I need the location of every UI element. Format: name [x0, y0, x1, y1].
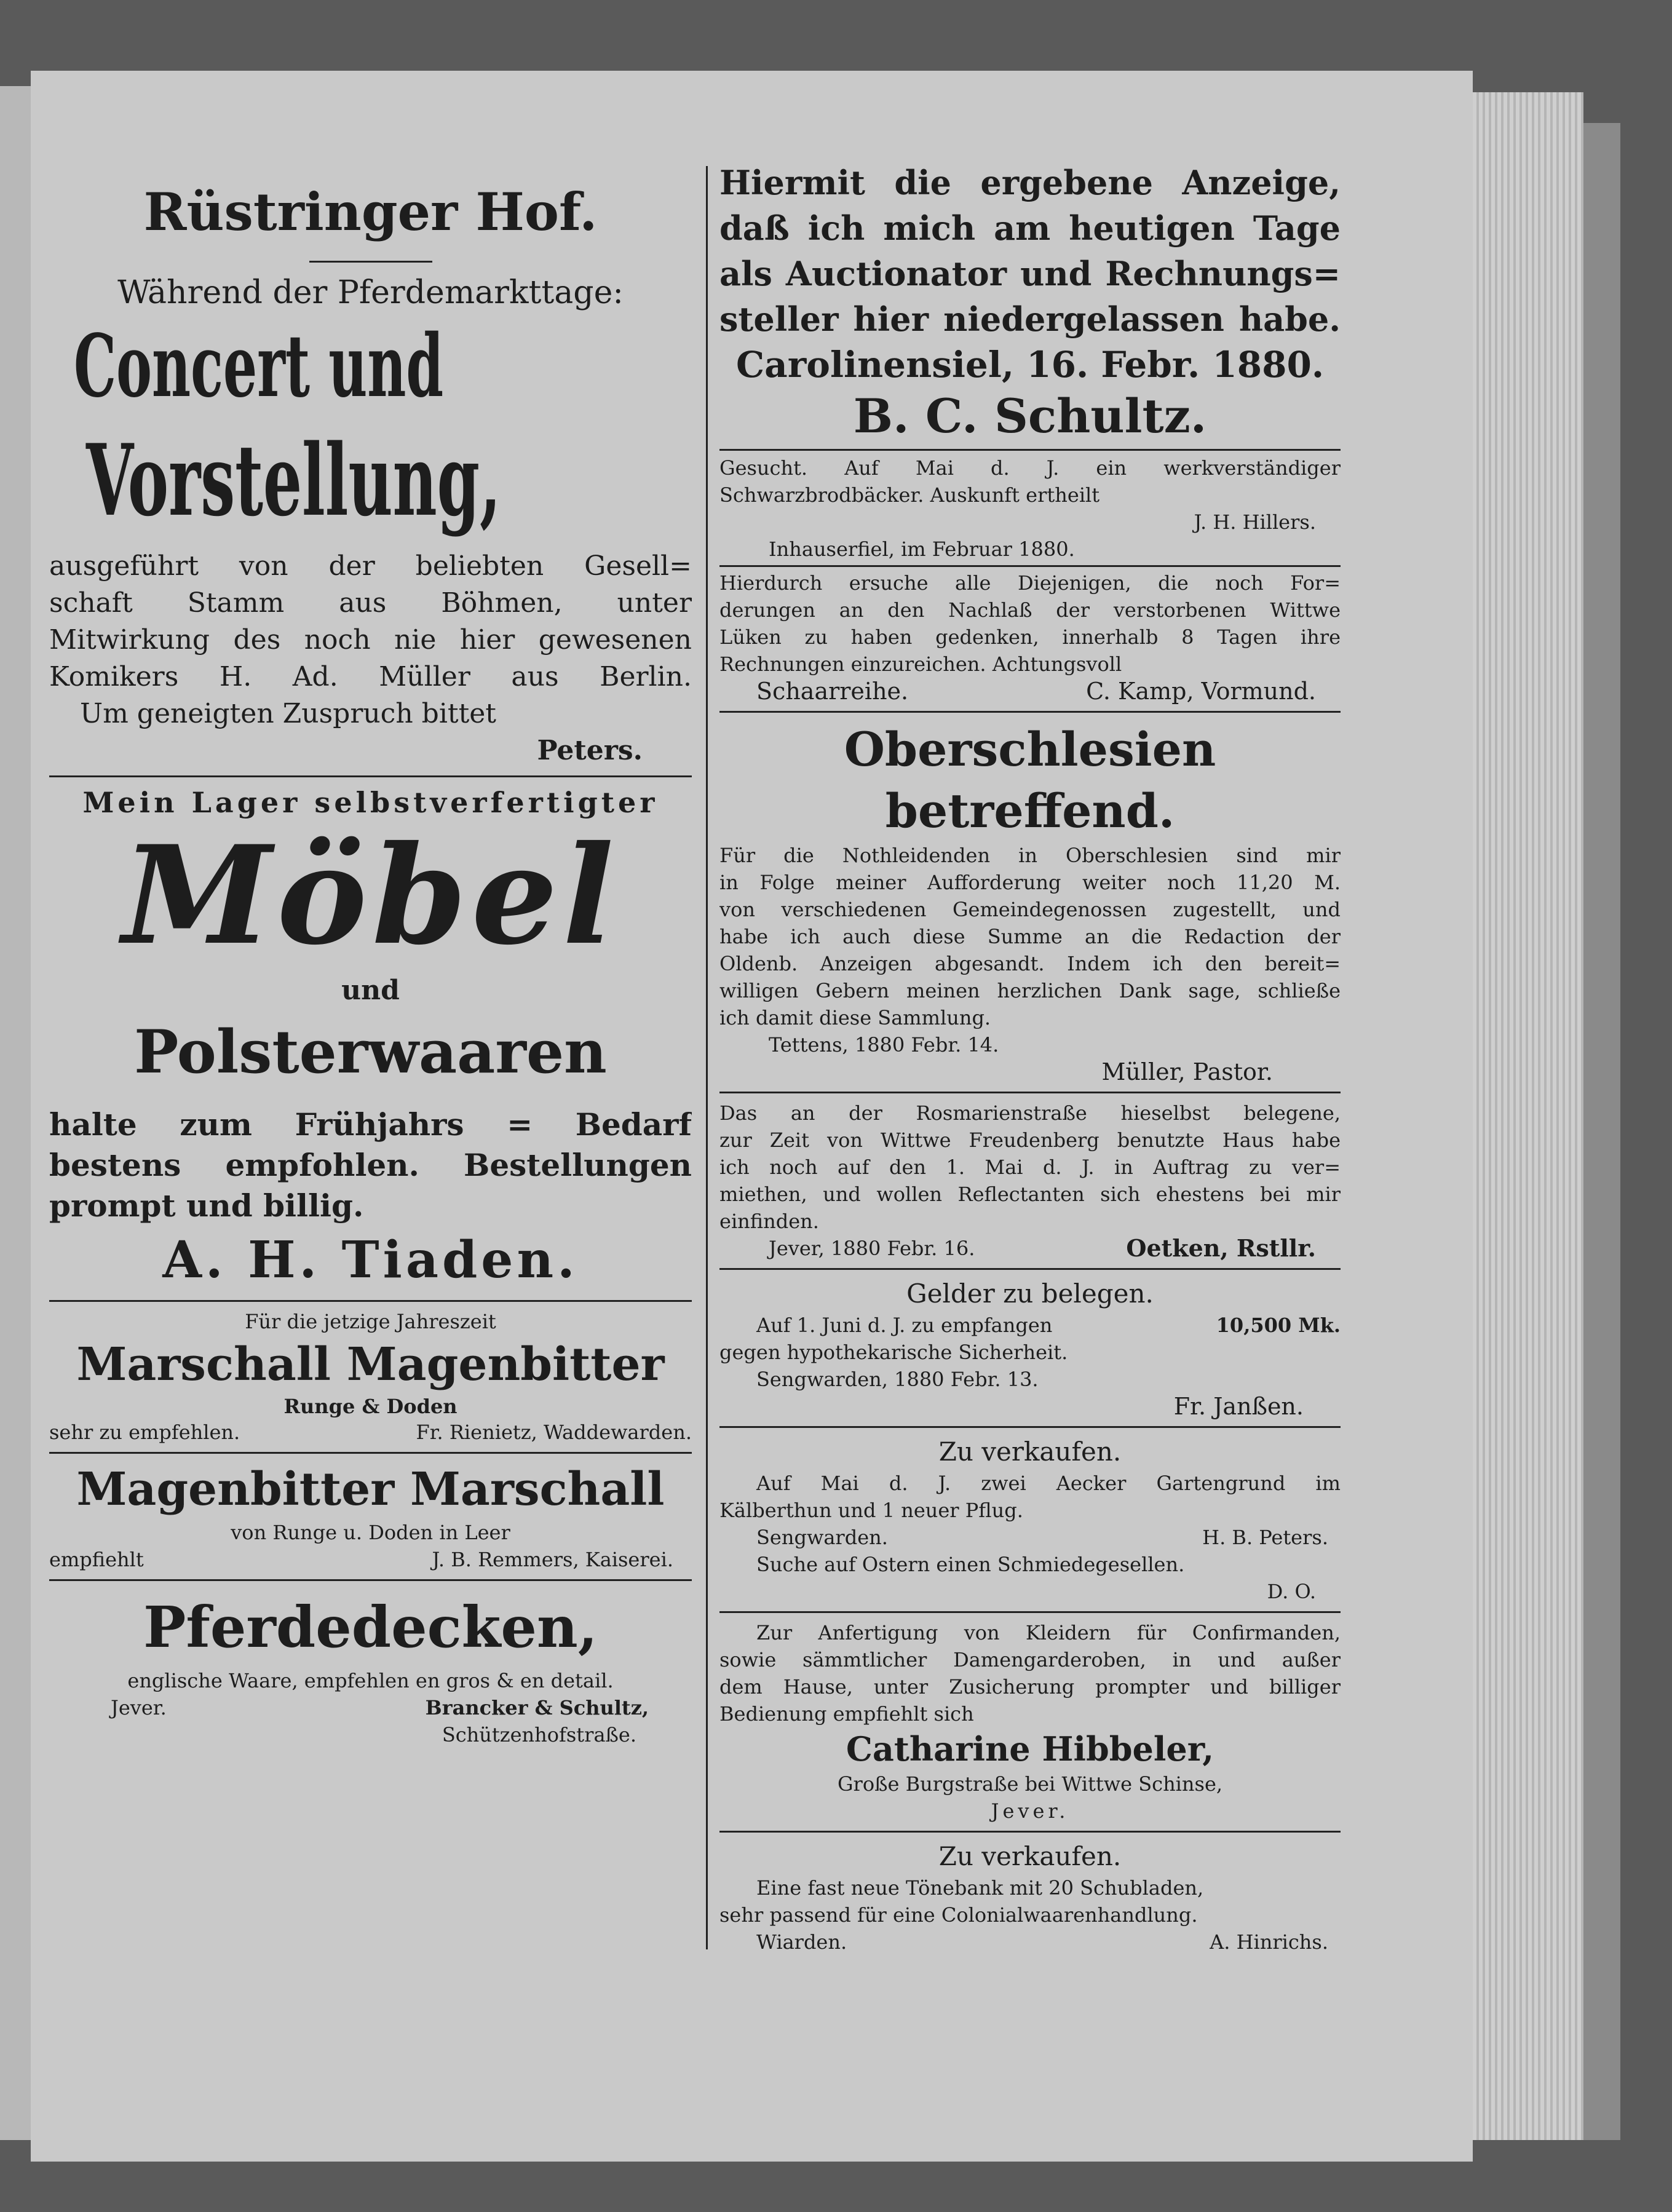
ad-text-line: Mitwirkung des noch nie hier gewesenen: [49, 624, 692, 656]
ad-signature: A. H. Tiaden.: [162, 1231, 579, 1290]
ad-headline: Concert und: [74, 316, 444, 417]
ad-place: Wiarden.: [756, 1930, 847, 1954]
section-rule: [719, 711, 1341, 713]
ad-text: empfiehlt: [49, 1548, 144, 1571]
ad-signature: B. C. Schultz.: [853, 389, 1207, 443]
ad-text-line: Komikers H. Ad. Müller aus Berlin.: [49, 661, 692, 692]
ad-date: Tettens, 1880 Febr. 14.: [769, 1033, 999, 1056]
section-rule: [719, 1268, 1341, 1270]
ad-signature: Peters.: [537, 735, 643, 766]
ad-headline: Vorstellung,: [86, 422, 501, 538]
ad-town: Jever.: [991, 1799, 1069, 1823]
ad-text-line: Zur Anfertigung von Kleidern für Confirmanden,: [756, 1621, 1341, 1644]
ad-oetken: [719, 1100, 1341, 1262]
ad-text-line: Rechnungen einzureichen. Achtungsvoll: [719, 652, 1122, 676]
ad-text-line: Suche auf Ostern einen Schmiedegesellen.: [756, 1553, 1185, 1576]
ad-text-line: habe ich auch diese Summe an die Redaction der: [719, 925, 1341, 948]
ad-title: Oberschlesien betreffend.: [844, 722, 1216, 838]
section-rule: [719, 1611, 1341, 1613]
right-column: [719, 92, 1341, 1956]
ad-signature: C. Kamp, Vormund.: [1086, 678, 1316, 705]
section-rule: [49, 1579, 692, 1581]
ad-ruestringer-hof: [49, 172, 692, 769]
ad-text: Auf 1. Juni d. J. zu empfangen: [756, 1314, 1053, 1337]
ad-maker: von Runge u. Doden in Leer: [231, 1521, 510, 1544]
ad-date: Carolinensiel, 16. Febr. 1880.: [735, 344, 1325, 386]
section-rule: [719, 449, 1341, 451]
ad-signature: Müller, Pastor.: [1101, 1058, 1273, 1085]
ad-text-line: derungen an den Nachlaß der verstorbenen Wittwe: [719, 598, 1341, 622]
ad-title: Gelder zu belegen.: [906, 1278, 1154, 1309]
ad-title: Marschall Magenbitter: [76, 1338, 665, 1391]
ad-text-line: willigen Gebern meinen herzlichen Dank sage, schließe: [719, 979, 1341, 1002]
ad-title: Magenbitter Marschall: [76, 1463, 665, 1516]
ad-place: Sengwarden.: [756, 1526, 888, 1549]
ad-magenbitter-marschall: [49, 1460, 692, 1573]
ad-text-line: Für die Nothleidenden in Oberschlesien sind mir: [719, 844, 1341, 867]
ad-signature: D. O.: [1267, 1580, 1316, 1603]
ad-intro: Mein Lager selbstverfertigter: [82, 786, 659, 819]
section-rule: [719, 1831, 1341, 1833]
ad-place: Schaarreihe.: [756, 678, 909, 705]
ad-text-line: Um geneigten Zuspruch bittet: [80, 698, 496, 729]
ad-text-line: Eine fast neue Tönebank mit 20 Schubladen,: [756, 1876, 1204, 1900]
section-rule: [719, 1426, 1341, 1428]
ad-signature: J. H. Hillers.: [1194, 510, 1316, 534]
ad-text-line: Auf Mai d. J. zwei Aecker Gartengrund im: [756, 1472, 1341, 1495]
book-cover-edge: [1583, 123, 1620, 2140]
ad-text-line: Lüken zu haben gedenken, innerhalb 8 Tagen ihre: [719, 625, 1341, 649]
ad-text-line: sehr passend für eine Colonialwaarenhandlung.: [719, 1903, 1198, 1927]
ad-signature: Oetken, Rstllr.: [1126, 1234, 1316, 1262]
ad-text-line: Schwarzbrodbäcker. Auskunft ertheilt: [719, 483, 1100, 507]
ad-title: Zu verkaufen.: [938, 1841, 1122, 1871]
left-column: [49, 92, 692, 1748]
ad-text-line: Oldenb. Anzeigen abgesandt. Indem ich den bereit=: [719, 952, 1341, 975]
ad-text-line: Hiermit die ergebene Anzeige,: [719, 163, 1341, 202]
column-divider: [706, 166, 708, 1949]
ad-place: Jever.: [111, 1696, 167, 1719]
ad-kamp: [719, 569, 1341, 705]
ad-hibbeler: [719, 1619, 1341, 1825]
ad-text-line: Das an der Rosmarienstraße hieselbst belegene,: [719, 1101, 1341, 1125]
ad-date: Jever, 1880 Febr. 16.: [769, 1237, 975, 1260]
ad-signature: J. B. Remmers, Kaiserei.: [432, 1548, 673, 1571]
divider-rule: [309, 261, 432, 263]
ad-zu-verkaufen-1: [719, 1434, 1341, 1605]
ad-text-line: einfinden.: [719, 1210, 819, 1233]
ad-text-line: Hierdurch ersuche alle Diejenigen, die noch For=: [719, 571, 1341, 595]
ad-gelder: [719, 1276, 1341, 1420]
ad-text: sehr zu empfehlen.: [49, 1421, 240, 1444]
ad-text-line: schaft Stamm aus Böhmen, unter: [49, 587, 692, 619]
ad-signature: Fr. Janßen.: [1173, 1393, 1304, 1420]
ad-title: Möbel: [122, 815, 619, 975]
ad-text-line: gegen hypothekarische Sicherheit.: [719, 1341, 1068, 1364]
ad-text-line: sowie sämmtlicher Damengarderoben, in und außer: [719, 1648, 1341, 1671]
ad-intro: Für die jetzige Jahreszeit: [245, 1310, 496, 1333]
ad-title: Pferdedecken,: [143, 1594, 598, 1660]
ad-schultz: [719, 160, 1341, 445]
ad-text-line: Gesucht. Auf Mai d. J. ein werkverständiger: [719, 456, 1341, 480]
ad-text-line: Bedienung empfiehlt sich: [719, 1702, 974, 1726]
ad-zu-verkaufen-2: [719, 1839, 1341, 1956]
ad-marschall-magenbitter: [49, 1308, 692, 1446]
ad-intro: Während der Pferdemarkttage:: [117, 274, 624, 311]
ad-place: Inhauserfiel, im Februar 1880.: [769, 537, 1075, 561]
ad-pferdedecken: [49, 1587, 692, 1748]
ad-subtitle: Polsterwaaren: [134, 1017, 607, 1087]
ad-date: Sengwarden, 1880 Febr. 13.: [756, 1368, 1039, 1391]
ad-signature: H. B. Peters.: [1202, 1526, 1328, 1549]
ad-text-line: steller hier niedergelassen habe.: [719, 299, 1341, 339]
ad-maker: Runge & Doden: [283, 1395, 458, 1418]
ad-address: Schützenhofstraße.: [442, 1723, 636, 1746]
ad-conjunction: und: [341, 975, 400, 1006]
ad-gesucht: [719, 454, 1341, 563]
ad-text-line: halte zum Frühjahrs = Bedarf: [49, 1106, 692, 1143]
ad-text-line: miethen, und wollen Reflectanten sich ehestens bei mir: [719, 1183, 1341, 1206]
ad-text-line: in Folge meiner Aufforderung weiter noch 11,20 M.: [719, 871, 1341, 894]
ad-title: Zu verkaufen.: [938, 1437, 1122, 1467]
ad-moebel: [49, 783, 692, 1294]
ad-text-line: bestens empfohlen. Bestellungen: [49, 1147, 692, 1183]
ad-text-line: daß ich mich am heutigen Tage: [719, 208, 1341, 248]
ad-text-line: Kälberthun und 1 neuer Pflug.: [719, 1499, 1023, 1522]
page-stack-edge: [1473, 92, 1583, 2140]
ad-text-line: ich noch auf den 1. Mai d. J. in Auftrag zu ver=: [719, 1156, 1341, 1179]
section-rule: [49, 775, 692, 777]
ad-text-line: dem Hause, unter Zusicherung prompter und billiger: [719, 1675, 1341, 1699]
ad-address: Große Burgstraße bei Wittwe Schinse,: [837, 1772, 1223, 1796]
ad-signature: A. Hinrichs.: [1210, 1930, 1328, 1954]
ad-text-line: von verschiedenen Gemeindegenossen zugestellt, und: [719, 898, 1341, 921]
ad-text-line: ich damit diese Sammlung.: [719, 1006, 991, 1029]
ad-text: englische Waare, empfehlen en gros & en detail.: [127, 1669, 614, 1692]
ad-text-line: zur Zeit von Wittwe Freudenberg benutzte Haus habe: [719, 1128, 1341, 1152]
ad-signature: Brancker & Schultz,: [425, 1696, 649, 1719]
ad-oberschlesien: [719, 719, 1341, 1085]
ad-title: Rüstringer Hof.: [143, 181, 598, 242]
section-rule: [719, 1092, 1341, 1093]
section-rule: [49, 1452, 692, 1454]
ad-text-line: prompt und billig.: [49, 1187, 364, 1224]
ad-signature: Fr. Rienietz, Waddewarden.: [416, 1421, 692, 1444]
ad-text-line: als Auctionator und Rechnungs=: [719, 254, 1341, 293]
ad-amount: 10,500 Mk.: [1216, 1314, 1341, 1337]
ad-text-line: ausgeführt von der beliebten Gesell=: [49, 550, 692, 582]
previous-page-edge: [0, 86, 31, 2140]
section-rule: [719, 565, 1341, 567]
ad-signature: Catharine Hibbeler,: [846, 1729, 1214, 1769]
section-rule: [49, 1300, 692, 1302]
